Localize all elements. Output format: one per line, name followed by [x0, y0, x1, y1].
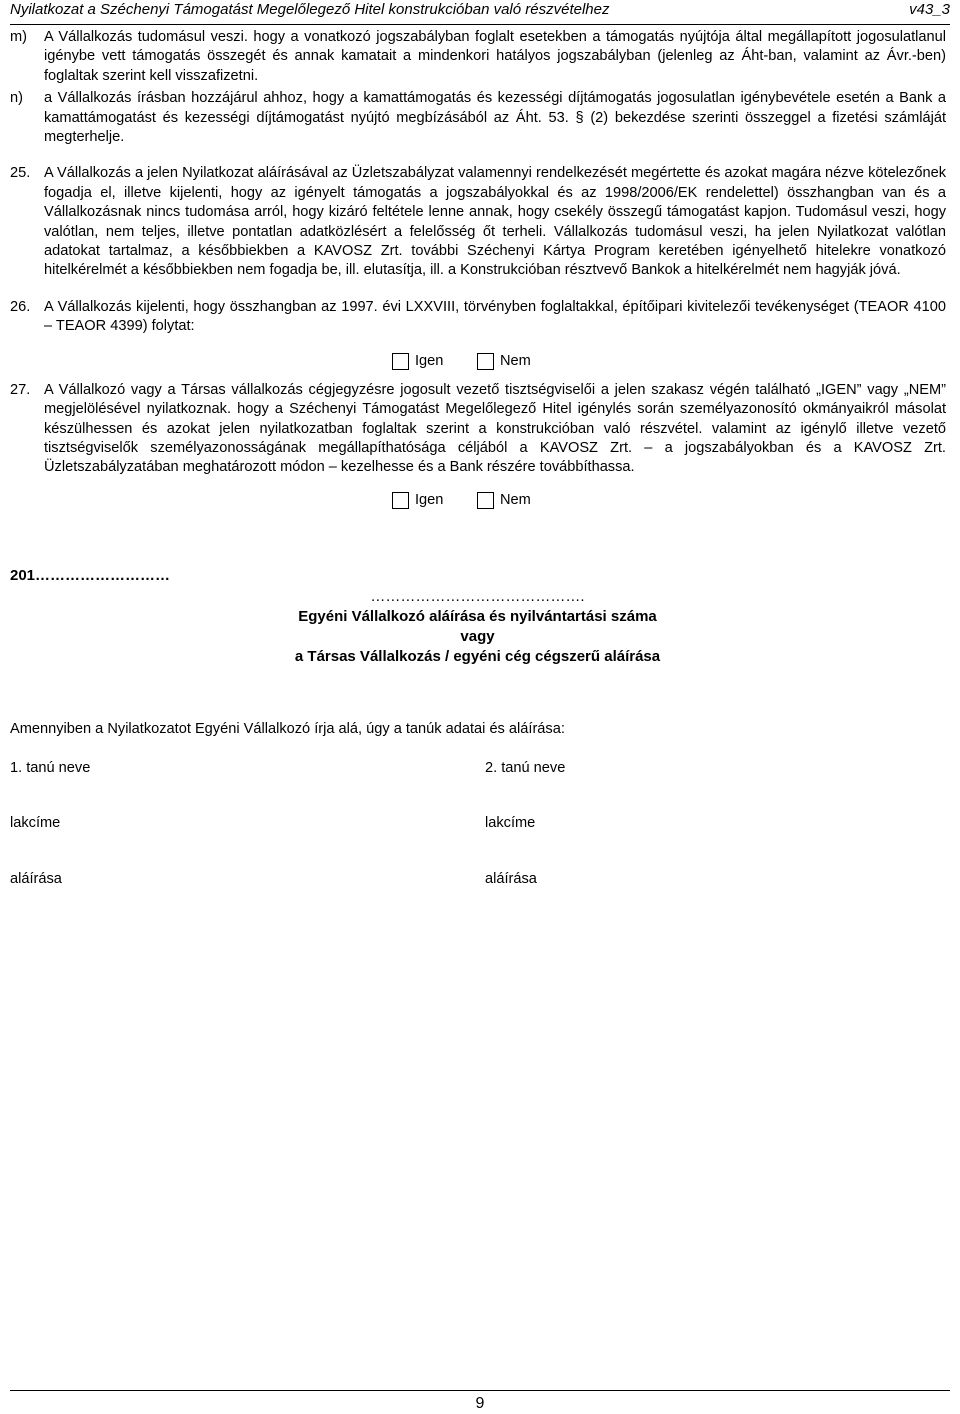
section-26-no-checkbox[interactable] [477, 353, 494, 370]
section-25 [10, 164, 946, 280]
item-m [10, 28, 946, 86]
witness-1-signature: aláírása [10, 871, 62, 887]
section-26-text: A Vállalkozás kijelenti, hogy összhangban az 1997. évi LXXVIII, törvényben foglaltakkal, építőipari kivitelezői tevékenységet (TEAOR 4100 – TEAOR 4399) folytat: [44, 298, 946, 335]
page-number: 9 [475, 1395, 485, 1412]
section-25-text: A Vállalkozás a jelen Nyilatkozat aláírásával az Üzletszabályzat valamennyi rendelkezését megértette és azokat magára nézve kötelezőnek fogadja el, illetve kijelenti, hogy az igényelt támogatás a jogszabályokkal és az 1998/2006/EK rendelettel) összhangban van és a Vállalkozásnak nincs tudomása arról, hogy kizáró feltétele lenne annak, hogy csekély összegű támogatást kapjon. Tudomásul veszi, hogy valótlan, nem teljes, illetve pontatlan adatközlésért a felelősség őt terheli. Vállalkozás tudomásul veszi, ha jelen Nyilatkozat valótlan adatokat tartalmaz, a későbbiekben a KAVOSZ Zrt. további Széchenyi Kártya Program keretében igényelhető hitelekre vonatkozó hitelkérelmét a későbbiekben nem fogadja be, ill. elutasítja, ill. a Konstrukcióban résztvevő Bankok a hitelkérelmét nem hagyják jóvá. [44, 165, 946, 279]
item-n [10, 89, 946, 147]
section-27-no-label: Nem [500, 491, 531, 508]
section-26 [10, 298, 946, 337]
section-27-choices [10, 489, 946, 511]
section-26-choices [10, 350, 946, 372]
signature-caption-1: Egyéni Vállalkozó aláírása és nyilvántartási száma [298, 608, 657, 625]
signature-caption-3: a Társas Vállalkozás / egyéni cég cégszerű aláírása [294, 648, 661, 665]
section-25-number: 25. [10, 165, 31, 182]
signature-block [240, 587, 715, 667]
document-version: v43_3 [909, 1, 950, 18]
witness-1-name: 1. tanú neve [10, 760, 91, 776]
section-26-number: 26. [10, 298, 31, 315]
witness-intro: Amennyiben a Nyilatkozatot Egyéni Vállalkozó írja alá, úgy a tanúk adatai és aláírása: [10, 721, 565, 737]
section-26-yes-label: Igen [415, 352, 444, 369]
section-27 [10, 381, 946, 478]
item-n-text: a Vállalkozás írásban hozzájárul ahhoz, hogy a kamattámogatás és kezességi díjtámogatás jogosulatlan igénybevétele esetén a Bank a kamattámogatást és kezességi díjtámogatást nyújtó megbízásából az Áht. 53. § (2) bekezdése szerinti összeggel a fizetési számláját megterhelje. [44, 90, 946, 146]
section-27-text: A Vállalkozó vagy a Társas vállalkozás cégjegyzésre jogosult vezető tisztségviselői a jelen szakasz végén található „IGEN” vagy „NEM” megjelölésével nyilatkoznak. hogy a Széchenyi Támogatást Megelőlegező Hitel igénylés során személyazonosító okmányaikról másolat készülhessen és azokat jelen nyilatkozatban foglaltak szerint a konstrukcióban való részvétel. valamint az igénylő illetve vezető tisztségviselők személyazonosságának megállapíthatósága céljából a KAVOSZ Zrt. – a jogszabályokban és a KAVOSZ Zrt. Üzletszabályzatában meghatározott módon – kezelhesse és a Bank részére továbbíthassa. [44, 381, 946, 476]
section-27-number: 27. [10, 381, 31, 398]
witness-2-name: 2. tanú neve [485, 760, 566, 776]
witness-1-address: lakcíme [10, 815, 61, 831]
document-title: Nyilatkozat a Széchenyi Támogatást Megelőlegező Hitel konstrukcióban való részvételhez [10, 1, 610, 18]
item-m-label: m) [10, 29, 28, 45]
item-m-text: A Vállalkozás tudomásul veszi. hogy a vonatkozó jogszabályban foglalt esetekben a támogatás nyújtója által megállapított jogosulatlanul igénybe vett támogatás összegét és annak kamatait a mindenkori hatályos jogszabályban (jelenleg az Áht-ban, valamint az Ávr.-ben) foglaltak szerint kell visszafizetni. [44, 29, 946, 84]
section-27-yes-checkbox[interactable] [392, 492, 409, 509]
witness-2-address: lakcíme [485, 815, 536, 831]
page-header [10, 0, 950, 25]
section-26-no-label: Nem [500, 352, 531, 369]
document-body [10, 28, 946, 511]
section-26-yes-checkbox[interactable] [392, 353, 409, 370]
witness-2-signature: aláírása [485, 871, 537, 887]
signature-date: 201……………………… [10, 567, 171, 584]
section-27-no-checkbox[interactable] [477, 492, 494, 509]
signature-line: ……………………………………. [370, 588, 585, 605]
signature-caption-2: vagy [460, 628, 495, 645]
footer-divider [10, 1390, 950, 1391]
item-n-label: n) [10, 90, 23, 107]
section-27-yes-label: Igen [415, 491, 444, 508]
